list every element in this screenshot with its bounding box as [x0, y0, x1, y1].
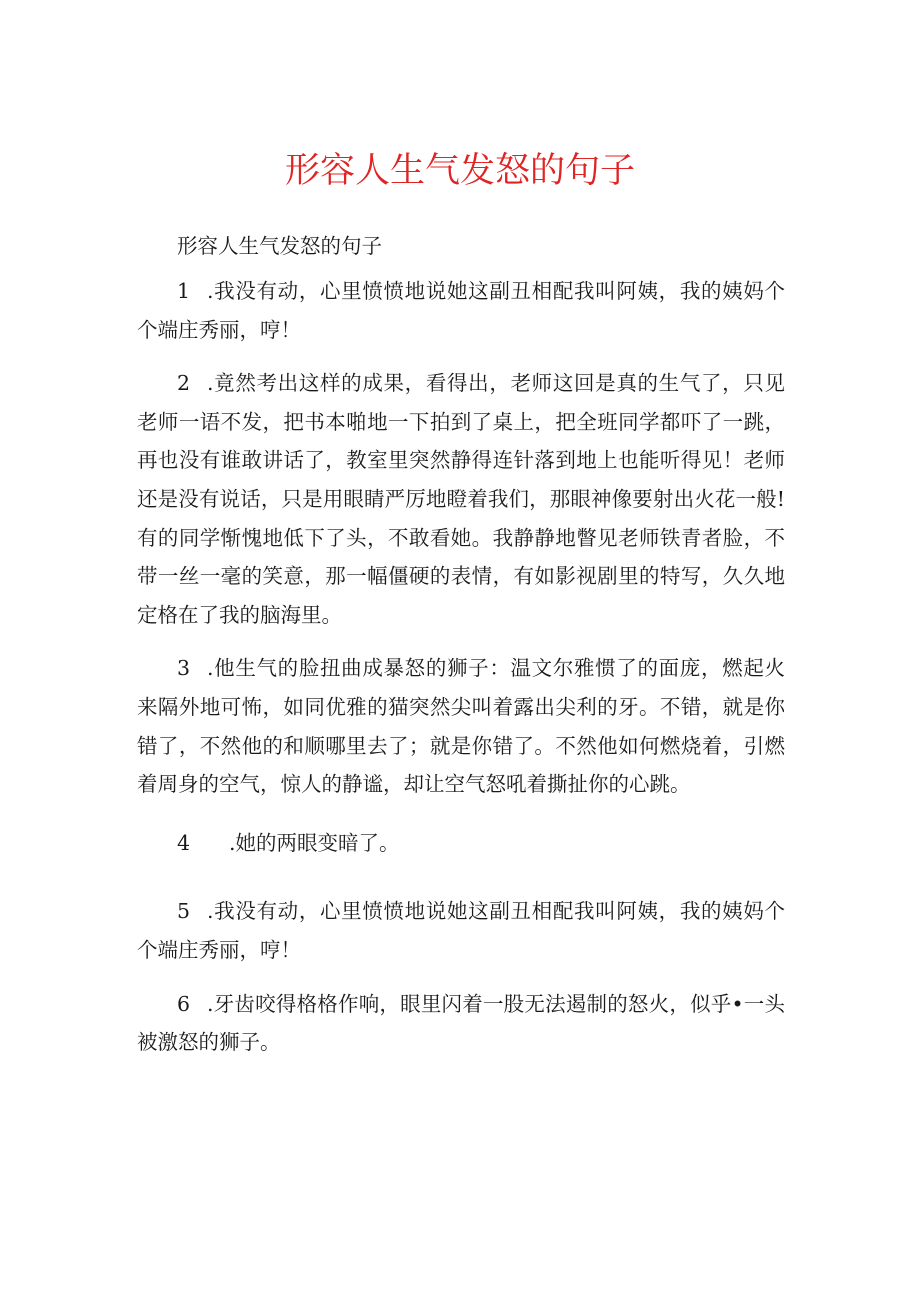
- item-number: 6: [177, 991, 191, 1016]
- item-number: 2: [177, 371, 191, 396]
- item-text: .竟然考出这样的成果，看得出，老师这回是真的生气了，只见老师一语不发，把书本啪地一下拍到了桌上，把全班同学都吓了一跳，再也没有谁敢讲话了，教室里突然静得连针落到地上也能听得见！老师还是没有说话，只是用眼睛严厉地瞪着我们，那眼神像要射出火花一般!有的同学惭愧地低下了头，不敢看她。我静静地瞥见老师铁青者脸，不带一丝一毫的笑意，那一幅僵硬的表情，有如影视剧里的特写，久久地定格在了我的脑海里。: [137, 371, 785, 627]
- item-number: 1: [177, 279, 191, 303]
- list-item-5: [137, 892, 785, 969]
- item-text: .他生气的脸扭曲成暴怒的狮子：温文尔雅惯了的面庞，燃起火来隔外地可怖，如同优雅的猫突然尖叫着露出尖利的牙。不错，就是你错了，不然他的和顺哪里去了；就是你错了。不然他如何燃烧着，引燃着周身的空气，惊人的静谧，却让空气怒吼着撕扯你的心跳。: [137, 656, 785, 797]
- page-title: 形容人生气发怒的句子: [284, 151, 635, 191]
- document-body: [137, 226, 785, 1062]
- item-number: 3: [177, 656, 191, 681]
- item-text: .我没有动，心里愤愤地说她这副丑相配我叫阿姨，我的姨妈个个端庄秀丽，哼！: [137, 899, 785, 962]
- list-item-6: [137, 985, 785, 1062]
- item-text: .牙齿咬得格格作响，眼里闪着一股无法遏制的怒火，似乎•一头被激怒的狮子。: [137, 991, 785, 1055]
- list-item-3: [137, 649, 785, 803]
- item-text: .我没有动，心里愤愤地说她这副丑相配我叫阿姨，我的姨妈个个端庄秀丽，哼！: [137, 279, 785, 342]
- item-text: .她的两眼变暗了。: [229, 830, 400, 855]
- list-item-1: [137, 272, 785, 349]
- item-number: 5: [177, 899, 191, 924]
- item-number: 4: [177, 830, 191, 855]
- list-item-2: [137, 364, 785, 634]
- list-item-4: [137, 824, 785, 863]
- document-subtitle: 形容人生气发怒的句子: [177, 234, 382, 258]
